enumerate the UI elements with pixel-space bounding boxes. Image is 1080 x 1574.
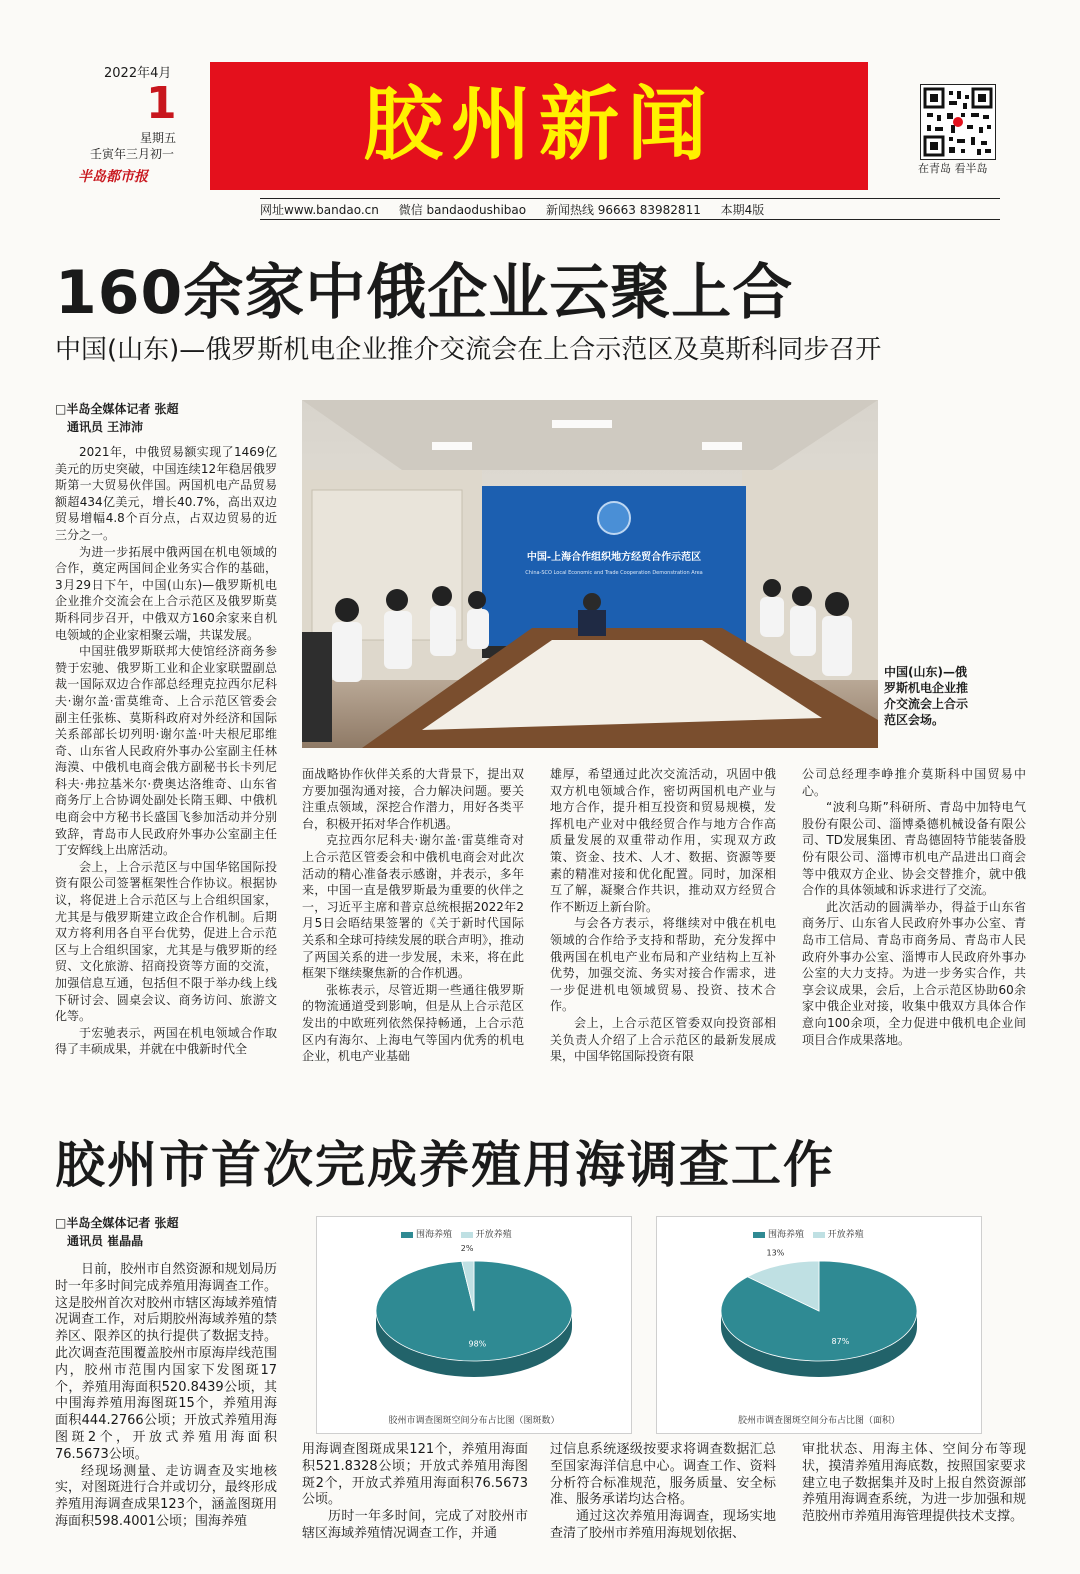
pie-label-0: 87% xyxy=(831,1337,850,1347)
issue-day: 1 xyxy=(146,78,177,129)
paragraph: 过信息系统逐级按要求将调查数据汇总至国家海洋信息中心。调查工作、资料分析符合标准规范，服务质量、安全标准、服务承诺均达合格。 xyxy=(550,1442,776,1508)
paragraph: 会上，上合示范区管委双向投资部相关负责人介绍了上合示范区的最新发展成果，中国华铭国际投资有限 xyxy=(550,1015,776,1064)
issue-year-month: 2022年4月 xyxy=(104,66,172,81)
paragraph: 此次活动的圆满举办，得益于山东省商务厅、山东省人民政府外事办公室、青岛市工信局、青岛市商务局、青岛市人民政府外事办公室、淄博市人民政府外事办公室的大力支持。为进一步务实合作，共享会议成果，会后，上合示范区协助60余家中俄企业对接，收集中俄双方具体合作意向100余项，全力促进中俄机电企业间项目合作成果落地。 xyxy=(802,899,1026,1047)
paragraph: 经现场测量、走访调查及实地核实，对图斑进行合并或切分，最终形成养殖用海调查成果123个，涵盖图斑用海面积598.4001公顷；围海养殖 xyxy=(55,1463,277,1529)
article2-column-2 xyxy=(302,1442,528,1543)
paragraph: 克拉西尔尼科夫·谢尔盖·雷莫维奇对上合示范区管委会和中俄机电商会对此次活动的精心准备表示感谢，并表示，多年来，中国一直是俄罗斯最为重要的伙伴之一，习近平主席和普京总统根据2022年2月5日会晤结果签署的《关于新时代国际关系和全球可持续发展的联合声明》，推动了两国关系的进一步发展，未来，将在此框架下继续聚焦新的合作机遇。 xyxy=(302,833,525,981)
photo-banner-text: 中国-上海合作组织地方经贸合作示范区 xyxy=(526,552,702,563)
byline-correspondent: 通讯员 王沛沛 xyxy=(67,420,144,434)
masthead xyxy=(210,62,868,190)
pie-label-1: 13% xyxy=(766,1248,785,1258)
paragraph: 中国驻俄罗斯联邦大使馆经济商务参赞于宏驰、俄罗斯工业和企业家联盟副总裁一国际双边合作部总经理克拉西尔尼科夫·谢尔盖·雷莫维奇、上合示范区管委会副主任张栋、莫斯科政府对外经济和国际关系部部长切列明·谢尔盖·叶夫根尼耶维奇、山东省人民政府外事办公室副主任林海漠、中俄机电商会俄方副秘书长卡列尼科夫·弗拉基米尔·费奥达洛维奇、山东省商务厅上合协调处副处长隋玉卿、中俄机电商会中方秘书长盛国飞参加活动并分别致辞，青岛市人民政府外事办公室副主任丁安辉线上出席活动。 xyxy=(55,644,277,858)
paragraph: “波利乌斯”科研所、青岛中加特电气股份有限公司、淄博桑德机械设备有限公司、TD发展集团、青岛德固特节能装备股份有限公司、淄博市机电产品进出口商会等中俄双方企业、协会交替推介，就中俄合作的具体领域和诉求进行了交流。 xyxy=(802,800,1026,898)
paragraph: 公司总经理李峥推介莫斯科中国贸易中心。 xyxy=(802,767,1026,798)
article1-column-4 xyxy=(802,766,1026,1048)
paragraph: 用海调查图斑成果121个，养殖用海面积521.8328公顷；开放式养殖用海图斑2个，开放式养殖用海面积76.5673公顷。 xyxy=(302,1442,528,1508)
info-bar xyxy=(260,198,1000,220)
paragraph: 会上，上合示范区与中国华铭国际投资有限公司签署框架性合作协议。根据协议，将促进上合示范区与上合组织国家，尤其是与俄罗斯建立政企合作机制。后期双方将利用各自平台优势，促进上合示范区与上合组织国家，尤其是与俄罗斯的经贸、文化旅游、招商投资等方面的交流，加强信息互通，包括但不限于举办线上线下研讨会、圆桌会议、商务访问、旅游文化等。 xyxy=(55,859,277,1024)
publisher-logo: 半岛都市报 xyxy=(78,169,148,185)
byline-reporter: □半岛全媒体记者 张超 xyxy=(55,402,179,416)
article1-subheadline: 中国(山东)—俄罗斯机电企业推介交流会在上合示范区及莫斯科同步召开 xyxy=(55,335,882,365)
pie-chart-count xyxy=(316,1216,632,1434)
article2-column-4 xyxy=(802,1442,1026,1526)
wechat-id: 微信 bandaodushibao xyxy=(398,203,527,217)
paragraph: 与会各方表示，将继续对中俄在机电领域的合作给予支持和帮助，充分发挥中俄两国在机电产业布局和产业结构上互补优势，加强交流、务实对接合作需求，进一步促进机电领域贸易、投资、技术合作。 xyxy=(550,916,776,1014)
article1-headline: 160余家中俄企业云聚上合 xyxy=(55,258,794,328)
news-hotline: 新闻热线 96663 83982811 xyxy=(545,203,701,217)
article1-byline xyxy=(55,400,179,436)
byline-correspondent: 通讯员 崔晶晶 xyxy=(67,1234,144,1248)
chart-legend xyxy=(753,1227,864,1240)
edition-count: 本期4版 xyxy=(720,203,765,217)
article1-column-3 xyxy=(550,766,776,1065)
chart-title: 胶州市调查图斑空间分布占比图（图斑数） xyxy=(388,1416,560,1426)
masthead-title: 胶州新闻 xyxy=(363,77,715,171)
chart-title: 胶州市调查图斑空间分布占比图（面积） xyxy=(737,1416,900,1426)
paragraph: 历时一年多时间，完成了对胶州市辖区海域养殖情况调查工作，并通 xyxy=(302,1509,528,1541)
photo-banner-text-en: China-SCO Local Economic and Trade Cooperation Demonstration Area xyxy=(525,570,703,576)
issue-lunar-date: 壬寅年三月初一 xyxy=(90,147,175,161)
article2-column-1 xyxy=(55,1262,277,1531)
pie-chart-area xyxy=(656,1216,982,1434)
chart-legend xyxy=(401,1227,512,1240)
paragraph: 于宏驰表示，两国在机电领域合作取得了丰硕成果，并就在中俄新时代全 xyxy=(55,1025,277,1057)
legend-label: 围海养殖 xyxy=(416,1230,453,1240)
pie-svg-0 xyxy=(317,1241,631,1405)
paragraph: 面战略协作伙伴关系的大背景下，提出双方要加强沟通对接，合力解决问题。要关注重点领域，深挖合作潜力，用好各类平台，积极开拓对华合作机遇。 xyxy=(302,767,524,831)
pie-label-1: 2% xyxy=(460,1244,474,1254)
legend-label: 围海养殖 xyxy=(768,1230,805,1240)
article1-column-2 xyxy=(302,766,524,1065)
pie-label-0: 98% xyxy=(468,1339,487,1349)
qr-caption: 在青岛 看半岛 xyxy=(918,162,988,175)
article2-headline: 胶州市首次完成养殖用海调查工作 xyxy=(55,1136,835,1194)
legend-label: 开放养殖 xyxy=(827,1230,864,1240)
website-link[interactable]: 网址www.bandao.cn xyxy=(260,203,379,217)
paragraph: 雄厚，希望通过此次交流活动，巩固中俄双方机电领域合作，密切两国机电产业与地方合作，提升相互投资和贸易规模，发挥机电产业对中俄经贸合作与地方合作高质量发展的双重带动作用，实现双方政策、资金、技术、人才、数据、资源等要素的精准对接和优化配置。同时，加深相互了解，凝聚合作共识，推动双方经贸合作不断迈上新台阶。 xyxy=(550,767,776,914)
byline-reporter: □半岛全媒体记者 张超 xyxy=(55,1216,179,1230)
paragraph: 2021年，中俄贸易额实现了1469亿美元的历史突破，中国连续12年稳居俄罗斯第一大贸易伙伴国。两国机电产品贸易额超434亿美元，增长40.7%，高出双边贸易增幅4.8个百分点，占双边贸易的近三分之一。 xyxy=(55,445,277,542)
legend-label: 开放养殖 xyxy=(475,1230,512,1240)
photo-caption: 中国(山东)—俄罗斯机电企业推介交流会上合示范区会场。 xyxy=(884,665,969,727)
pie-svg-1 xyxy=(657,1241,981,1405)
paragraph: 为进一步拓展中俄两国在机电领域的合作，奠定两国间企业务实合作的基础，3月29日下午，中国(山东)—俄罗斯机电企业推介交流会在上合示范区及俄罗斯莫斯科同步召开，中俄双方160余家来自机电领域的企业家相聚云端，共谋发展。 xyxy=(55,544,277,642)
article2-byline xyxy=(55,1214,179,1250)
paragraph: 通过这次养殖用海调查，现场实地查清了胶州市养殖用海规划依据、 xyxy=(550,1509,776,1541)
paragraph: 张栋表示，尽管近期一些通往俄罗斯的物流通道受到影响，但是从上合示范区发出的中欧班列依然保持畅通，上合示范区内有海尔、上海电气等国内优秀的机电企业，机电产业基础 xyxy=(302,982,524,1064)
article1-photo xyxy=(302,400,878,748)
article2-column-3 xyxy=(550,1442,776,1543)
qr-code-icon[interactable] xyxy=(920,84,996,160)
paragraph: 审批状态、用海主体、空间分布等现状，摸清养殖用海底数，按照国家要求建立电子数据集并及时上报自然资源部养殖用海调查系统，为进一步加强和规范胶州市养殖用海管理提供技术支撑。 xyxy=(802,1442,1026,1525)
article1-column-1 xyxy=(55,444,277,1058)
issue-weekday: 星期五 xyxy=(140,131,177,145)
paragraph: 日前，胶州市自然资源和规划局历时一年多时间完成养殖用海调查工作。这是胶州首次对胶州市辖区海域养殖情况调查工作，对后期胶州海域养殖的禁养区、限养区的执行提供了数据支持。此次调查范围覆盖胶州市原海岸线范围内，胶州市范围内国家下发图斑17个，养殖用海面积520.8439公顷，其中围海养殖用海图斑15个，养殖用海面积444.2766公顷；开放式养殖用海图斑2个，开放式养殖用海面积76.5673公顷。 xyxy=(55,1262,277,1462)
